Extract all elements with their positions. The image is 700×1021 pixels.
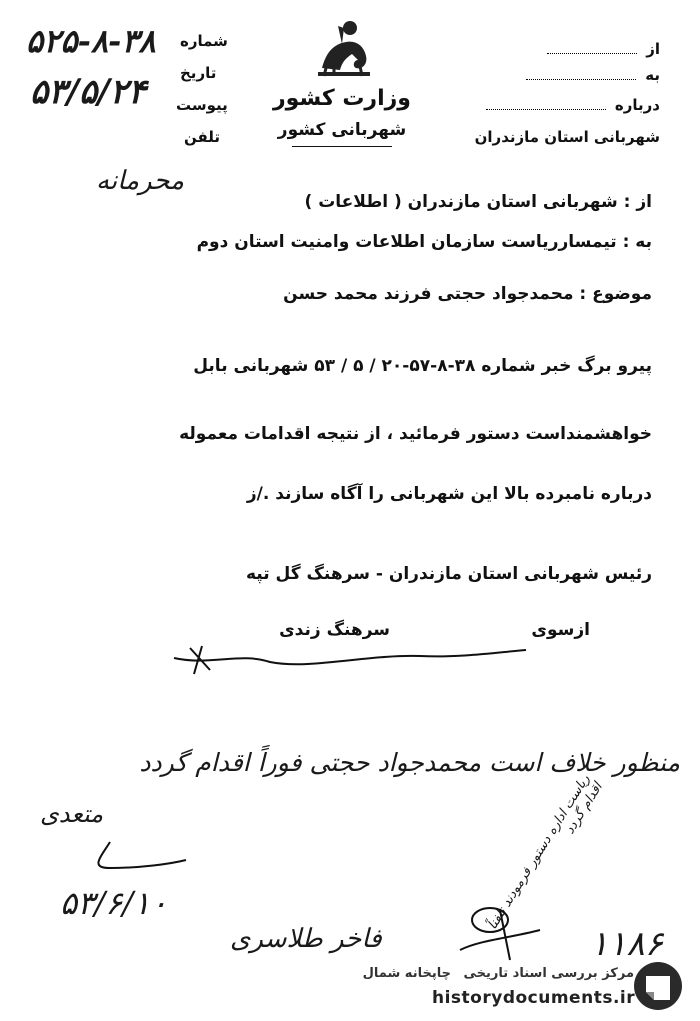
on-behalf-label: ازسوی (531, 620, 590, 640)
ministry-title: وزارت کشور (273, 86, 411, 111)
chief-line: رئیس شهربانی استان مازندران - سرهنگ گل تپه (245, 564, 652, 584)
handwritten-note-line-1: منظور خلاف است محمدجواد حجتی فوراً اقدام گردد (139, 748, 680, 777)
attachment-label: پیوست (176, 96, 228, 114)
archive-site: historydocuments.ir (432, 988, 636, 1008)
confidential-annotation: محرمانه (96, 166, 185, 196)
lion-sun-emblem-icon (312, 18, 376, 80)
handwritten-name: فاخر طلاسری (230, 924, 382, 954)
subject-line: موضوع : محمدجواد حجتی فرزند محمد حسن (283, 284, 652, 304)
scribble-signature (440, 890, 580, 970)
handwritten-number: ۵۲۵-۸-۳۸ (26, 22, 156, 60)
archive-watermark-text (363, 966, 634, 981)
police-title-underline (292, 146, 392, 147)
body-line-2: خواهشمنداست دستور فرمائید ، از نتیجه اقدامات معموله (179, 424, 652, 444)
handwritten-note-date: ۵۳/۶/۱۰ (60, 884, 168, 922)
phone-label: تلفن (184, 128, 221, 146)
police-title: شهربانی کشور (277, 120, 407, 140)
handwritten-stroke (50, 838, 190, 878)
handwritten-note-line-2: متعدی (40, 800, 104, 828)
archive-name: مرکز بررسی اسناد تاریخی (463, 966, 634, 981)
side-note: ریاست اداره دستور فرمودند تلفناً اقدام گردد (485, 772, 606, 933)
number-label: شماره (180, 32, 228, 50)
colonel-name: سرهنگ زندی (279, 620, 390, 640)
printer-name: چاپخانه شمال (362, 966, 451, 981)
signature-mark (170, 640, 530, 680)
file-number: ۱۱۸۶ (590, 924, 664, 964)
police-line: شهربانی استان مازندران (474, 128, 660, 146)
about-field-label: درباره (486, 96, 660, 114)
archive-logo-icon (632, 960, 684, 1012)
handwritten-date: ۵۳/۵/۲۴ (30, 72, 147, 112)
body-line-1: پیرو برگ خبر شماره ۳۸-۸-۵۷-۲۰ / ۵ / ۵۳ شهربانی بابل (193, 356, 652, 376)
date-label: تاریخ (180, 64, 217, 82)
to-line: به : تیمسارریاست سازمان اطلاعات وامنیت استان دوم (196, 232, 652, 252)
body-line-3: درباره نامبرده بالا این شهربانی را آگاه سازند ./ز (246, 484, 652, 504)
from-field-label: از (547, 40, 660, 58)
to-field-label: به (526, 66, 660, 84)
from-line: از : شهربانی استان مازندران ( اطلاعات ) (304, 192, 652, 212)
